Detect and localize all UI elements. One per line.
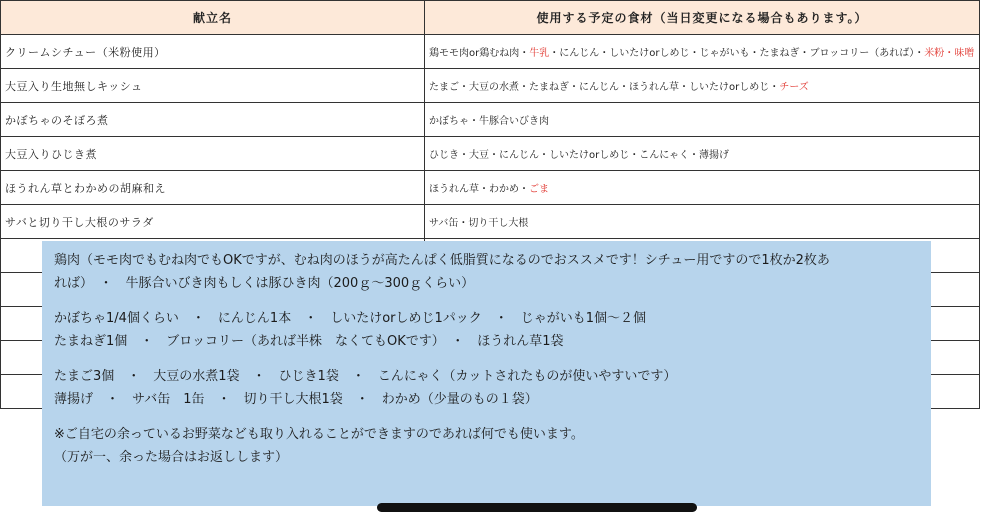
menu-name-cell: 大豆入り生地無しキッシュ bbox=[1, 69, 425, 103]
table-row bbox=[1, 69, 980, 103]
ingredients-cell bbox=[425, 205, 980, 239]
table-row bbox=[1, 35, 980, 69]
menu-name-cell: 大豆入りひじき煮 bbox=[1, 137, 425, 171]
allergen-text: チーズ bbox=[779, 82, 809, 93]
note-vegetables bbox=[54, 307, 921, 353]
ingredients-cell bbox=[425, 69, 980, 103]
table-row bbox=[1, 103, 980, 137]
note-line: かぼちゃ1/4個くらい ・ にんじん1本 ・ しいたけorしめじ1パック ・ じゃがいも1個～２個 bbox=[54, 311, 647, 326]
ingredient-text: たまご・大豆の水煮・たまねぎ・にんじん・ほうれん草・しいたけorしめじ・ bbox=[429, 82, 780, 93]
ingredients-cell bbox=[425, 35, 980, 69]
ingredients-cell bbox=[425, 137, 980, 171]
note-line: 薄揚げ ・ サバ缶 1缶 ・ 切り干し大根1袋 ・ わかめ（少量のもの１袋） bbox=[54, 392, 538, 407]
note-remark bbox=[54, 423, 921, 469]
table-row bbox=[1, 137, 980, 171]
ingredients-cell bbox=[425, 103, 980, 137]
menu-name-cell: ほうれん草とわかめの胡麻和え bbox=[1, 171, 425, 205]
ingredient-text: ・にんじん・しいたけorしめじ・じゃがいも・たまねぎ・ブロッコリー（あれば）・ bbox=[549, 48, 925, 59]
ingredient-text: サバ缶・切り干し大根 bbox=[429, 218, 529, 229]
shopping-note-box bbox=[42, 241, 931, 506]
table-row bbox=[1, 171, 980, 205]
ingredient-text: ほうれん草・わかめ・ bbox=[429, 184, 529, 195]
header-ingredients: 使用する予定の食材（当日変更になる場合もあります。） bbox=[425, 1, 980, 35]
menu-name-cell: クリームシチュー（米粉使用） bbox=[1, 35, 425, 69]
note-line: 鶏肉（モモ肉でもむね肉でもOKですが、むね肉のほうが高たんぱく低脂質になるのでおススメです！シチュー用ですので1枚か2枚あ bbox=[54, 253, 830, 268]
note-line: ※ご自宅の余っているお野菜なども取り入れることができますのであれば何でも使います。 bbox=[54, 427, 584, 442]
allergen-text: 米粉・味噌 bbox=[924, 48, 975, 59]
header-menu-name: 献立名 bbox=[1, 1, 425, 35]
note-line: れば） ・ 牛豚合いびき肉もしくは豚ひき肉（200ｇ～300ｇくらい） bbox=[54, 276, 475, 291]
home-indicator-bar[interactable] bbox=[377, 503, 697, 512]
menu-name-cell: サバと切り干し大根のサラダ bbox=[1, 205, 425, 239]
ingredient-text: ひじき・大豆・にんじん・しいたけorしめじ・こんにゃく・薄揚げ bbox=[429, 150, 730, 161]
table-header-row bbox=[1, 1, 980, 35]
ingredient-text: 鶏モモ肉or鶏むね肉・ bbox=[429, 48, 530, 59]
allergen-text: 牛乳 bbox=[529, 48, 550, 59]
menu-name-cell: かぼちゃのそぼろ煮 bbox=[1, 103, 425, 137]
note-meat bbox=[54, 249, 921, 295]
ingredients-cell bbox=[425, 171, 980, 205]
note-line: たまご3個 ・ 大豆の水煮1袋 ・ ひじき1袋 ・ こんにゃく（カットされたものが使いやすいです） bbox=[54, 369, 677, 384]
note-line: （万が一、余った場合はお返しします） bbox=[54, 450, 289, 465]
note-other bbox=[54, 365, 921, 411]
table-row bbox=[1, 205, 980, 239]
ingredient-text: かぼちゃ・牛豚合いびき肉 bbox=[429, 116, 549, 127]
note-line: たまねぎ1個 ・ ブロッコリー（あれば半株 なくてもOKです） ・ ほうれん草1袋 bbox=[54, 334, 564, 349]
allergen-text: ごま bbox=[529, 184, 549, 195]
